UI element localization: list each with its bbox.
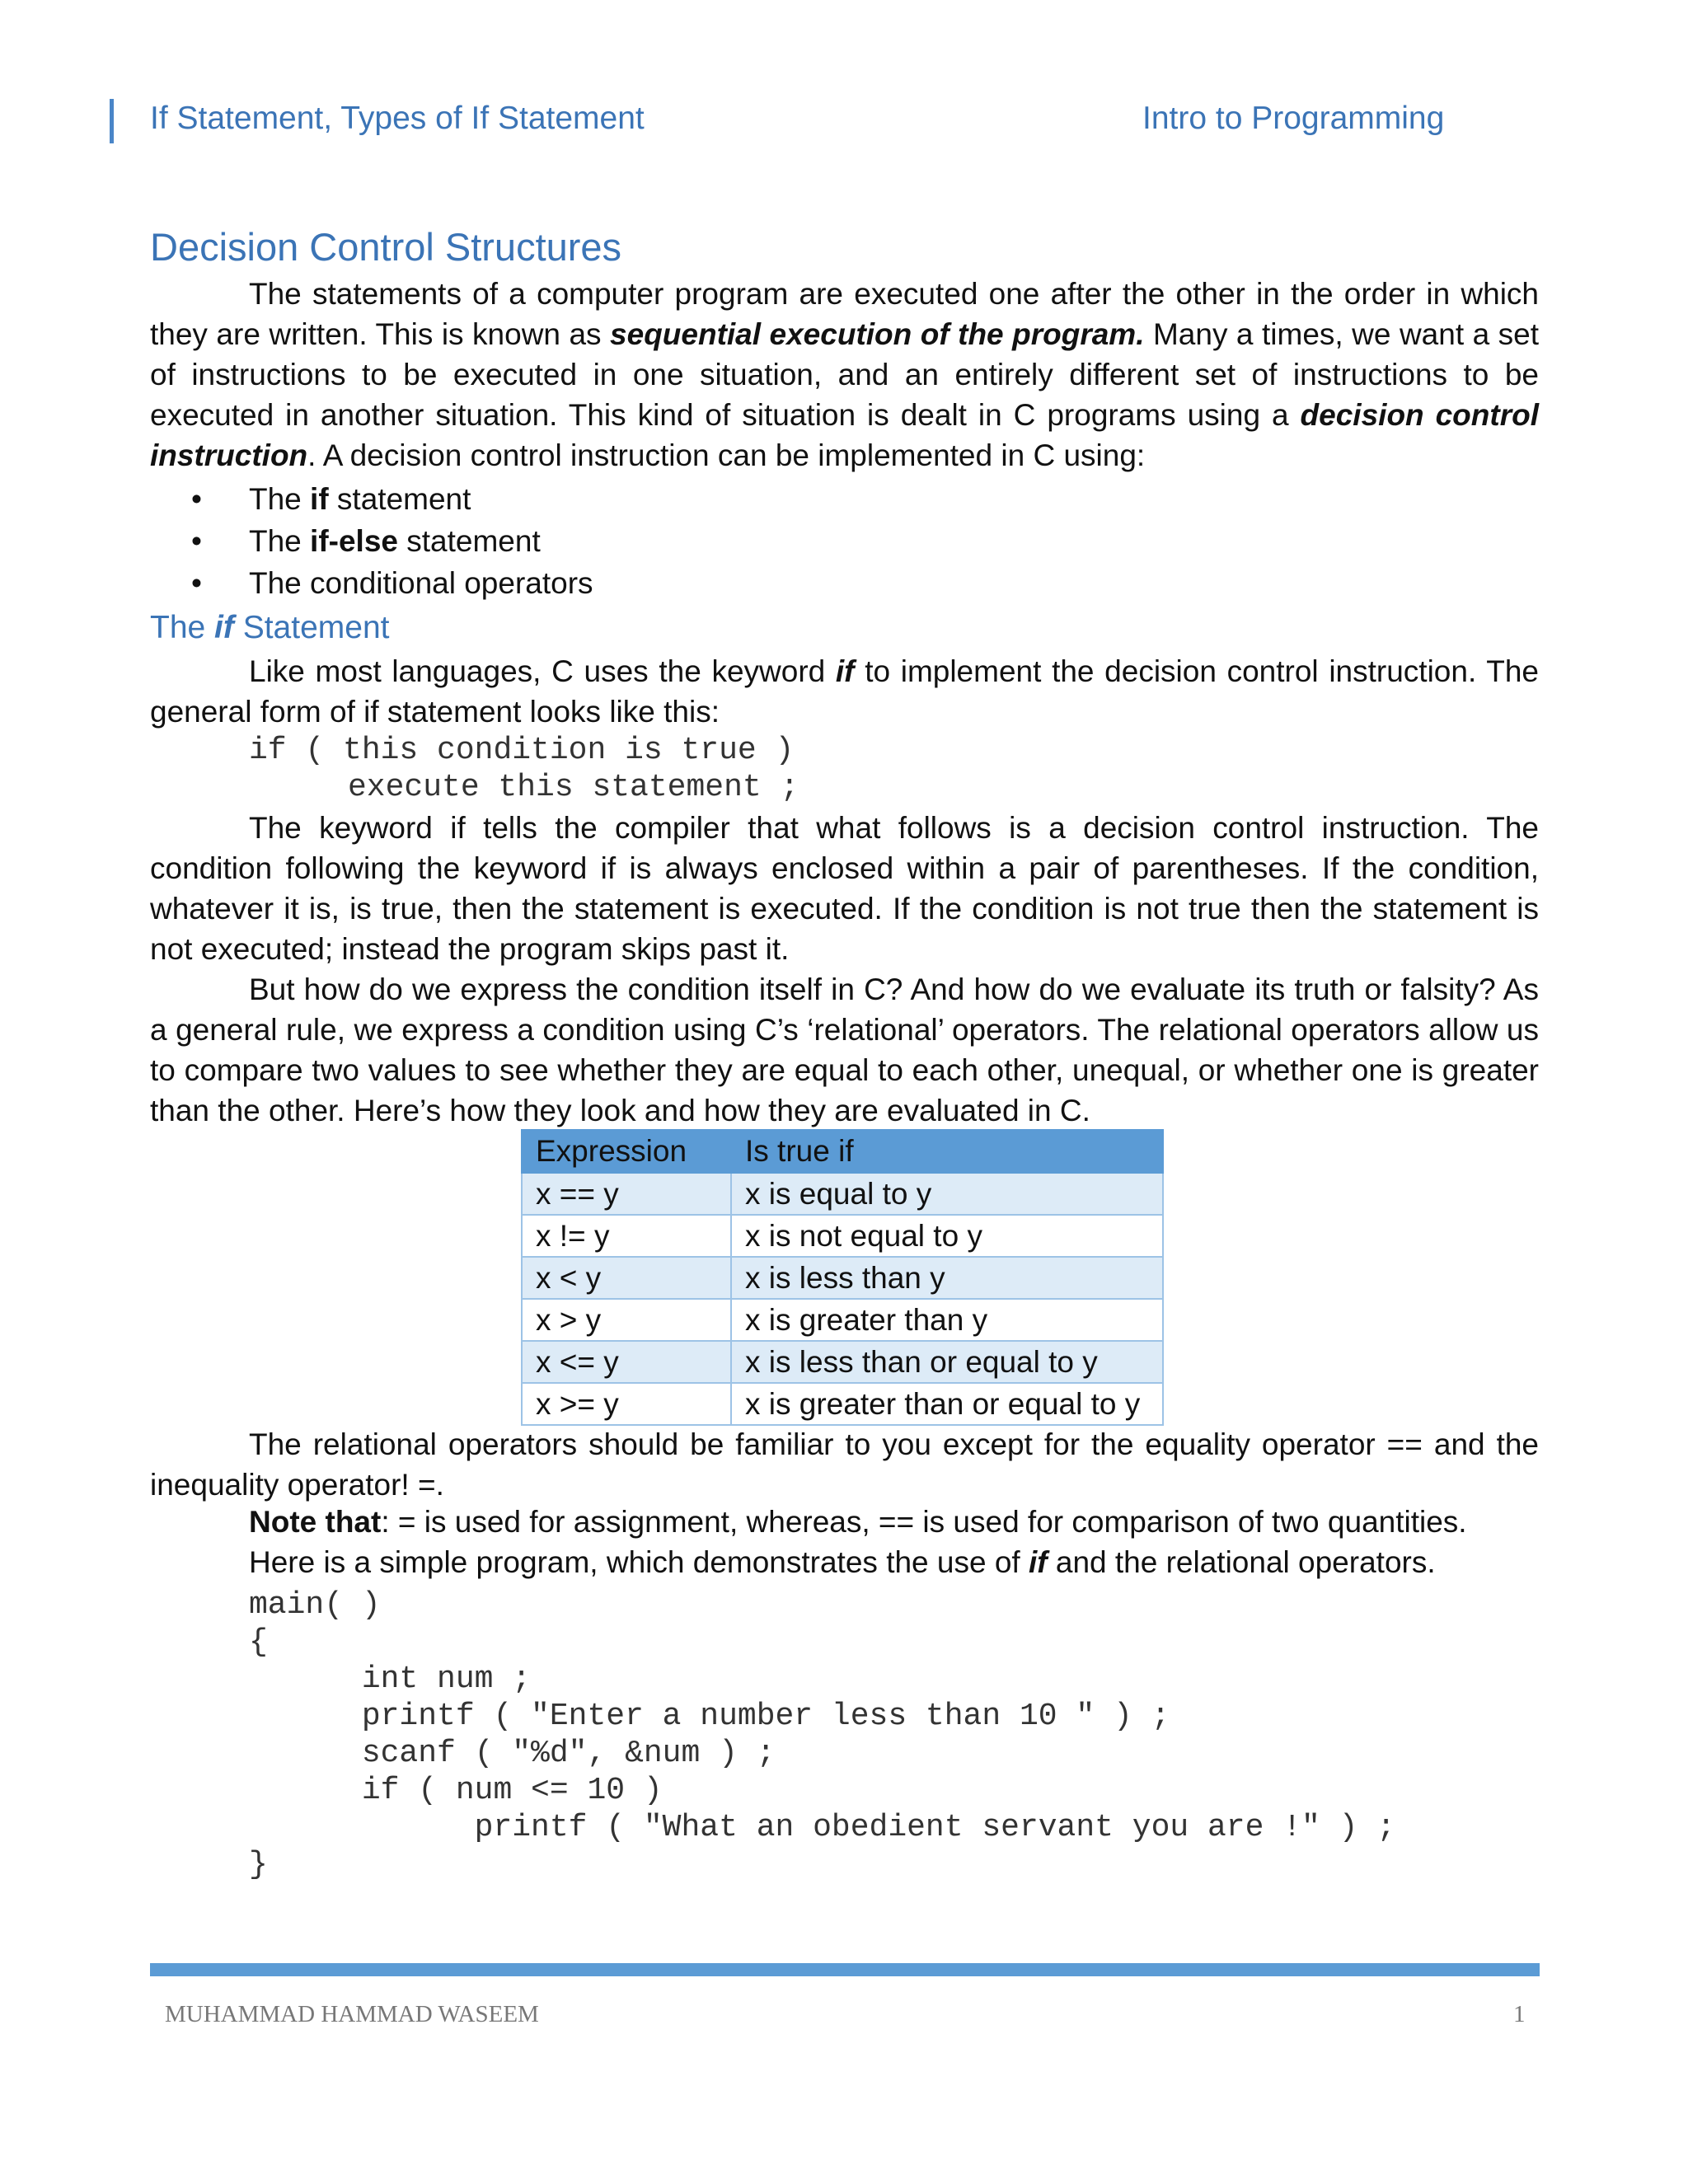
table-cell-meaning: x is greater than or equal to y	[731, 1383, 1163, 1425]
heading-keyword: if	[214, 610, 234, 645]
intro-text-a: The statements of a computer program are executed one after the other in the order in which they are written. This is known as	[150, 277, 1539, 351]
note-text: : = is used for assignment, whereas, == is used for comparison of two quantities.	[381, 1505, 1467, 1539]
emphasis-sequential-execution: sequential execution of the program.	[610, 317, 1145, 351]
table-cell-expression: x == y	[522, 1173, 731, 1215]
table-cell-expression: x != y	[522, 1215, 731, 1257]
intro-text-b: Many a times, we want a set of instructions to be executed in one situation, and an entirely different set of instructions to be executed in another situation. This kind of situation is dealt in C programs using a	[150, 317, 1539, 432]
para-text: Like most languages, C uses the keyword	[249, 654, 836, 688]
code-line: printf ( "What an obedient servant you are !" ) ;	[249, 1810, 1396, 1845]
intro-text-c: . A decision control instruction can be implemented in C using:	[307, 438, 1146, 472]
code-line: printf ( "Enter a number less than 10 " ) ;	[249, 1699, 1170, 1734]
heading-text: The	[150, 610, 215, 645]
table-cell-meaning: x is less than y	[731, 1257, 1163, 1299]
keyword-if: if	[835, 654, 855, 688]
list-item-text: The	[249, 524, 311, 558]
code-line: }	[249, 1847, 268, 1882]
section-heading-decision-control: Decision Control Structures	[150, 225, 622, 269]
simple-text: Here is a simple program, which demonstrates the use of	[249, 1545, 1029, 1579]
column-header-expression: Expression	[522, 1130, 731, 1173]
paragraph-relational: But how do we express the condition itself in C? And how do we evaluate its truth or falsity? As a general rule, we express a condition using C’s ‘relational’ operators. The relational operators allow us to compare two values to see whether they are equal to each other, unequal, or whether one is greater than the other. Here’s how they look and how they are evaluated in C.	[150, 972, 1539, 1127]
simple-text: and the relational operators.	[1047, 1545, 1436, 1579]
table-row	[522, 1215, 1163, 1257]
column-header-is-true-if: Is true if	[731, 1130, 1163, 1173]
footer-accent-bar	[150, 1963, 1540, 1976]
section-heading-if-statement	[150, 610, 389, 646]
list-item	[191, 478, 593, 520]
list-item-keyword: if	[310, 482, 329, 516]
table-cell-meaning: x is not equal to y	[731, 1215, 1163, 1257]
code-line: if ( num <= 10 )	[249, 1773, 663, 1808]
note-line	[249, 1505, 1467, 1540]
simple-program-line	[249, 1545, 1436, 1580]
list-item-text: The	[249, 482, 311, 516]
relational-operators-table	[521, 1129, 1164, 1426]
keyword-if: if	[1028, 1545, 1048, 1579]
table-row	[522, 1383, 1163, 1425]
footer-page-number: 1	[1513, 2001, 1526, 2027]
table-cell-expression: x <= y	[522, 1341, 731, 1383]
table-row	[522, 1173, 1163, 1215]
paragraph-familiar-operators: The relational operators should be familiar to you except for the equality operator == and the inequality operator! =.	[150, 1427, 1539, 1502]
code-line: int num ;	[249, 1661, 532, 1697]
table-cell-meaning: x is greater than y	[731, 1299, 1163, 1341]
footer-author: MUHAMMAD HAMMAD WASEEM	[165, 2001, 539, 2027]
header-left-title: If Statement, Types of If Statement	[150, 101, 645, 136]
table-cell-expression: x > y	[522, 1299, 731, 1341]
paragraph-keyword-if: The keyword if tells the compiler that what follows is a decision control instruction. The condition following the keyword if is always enclosed within a pair of parentheses. If the condition, whatever it is, is true, then the statement is executed. If the condition is not true then the statement is not executed; instead the program skips past it.	[150, 811, 1539, 966]
bullet-list	[191, 478, 593, 604]
table-cell-meaning: x is equal to y	[731, 1173, 1163, 1215]
list-item-text: statement	[397, 524, 541, 558]
code-if-line2: execute this statement ;	[348, 770, 799, 805]
heading-text: Statement	[233, 610, 390, 645]
header-right-title: Intro to Programming	[1142, 101, 1445, 136]
para-text: to implement the decision control instruction. The general form of if statement looks like this:	[150, 654, 1539, 729]
list-item-keyword: if-else	[310, 524, 398, 558]
list-item	[191, 562, 593, 604]
table-row	[522, 1257, 1163, 1299]
list-item-text: statement	[328, 482, 471, 516]
table-cell-expression: x >= y	[522, 1383, 731, 1425]
code-line: main( )	[249, 1587, 381, 1623]
table-cell-meaning: x is less than or equal to y	[731, 1341, 1163, 1383]
list-item	[191, 520, 593, 562]
note-label: Note that	[249, 1505, 382, 1539]
table-row	[522, 1299, 1163, 1341]
table-header-row	[522, 1130, 1163, 1173]
code-line: {	[249, 1624, 268, 1660]
code-line: scanf ( "%d", &num ) ;	[249, 1736, 776, 1771]
paragraph-intro	[150, 274, 1539, 476]
emphasis-decision-control: decision control instruction	[150, 398, 1539, 472]
paragraph-if-keyword	[150, 651, 1539, 732]
code-if-line1: if ( this condition is true )	[249, 733, 795, 768]
table-cell-expression: x < y	[522, 1257, 731, 1299]
header-accent-bar	[110, 99, 114, 143]
list-item-text: The conditional operators	[249, 566, 593, 600]
table-row	[522, 1341, 1163, 1383]
